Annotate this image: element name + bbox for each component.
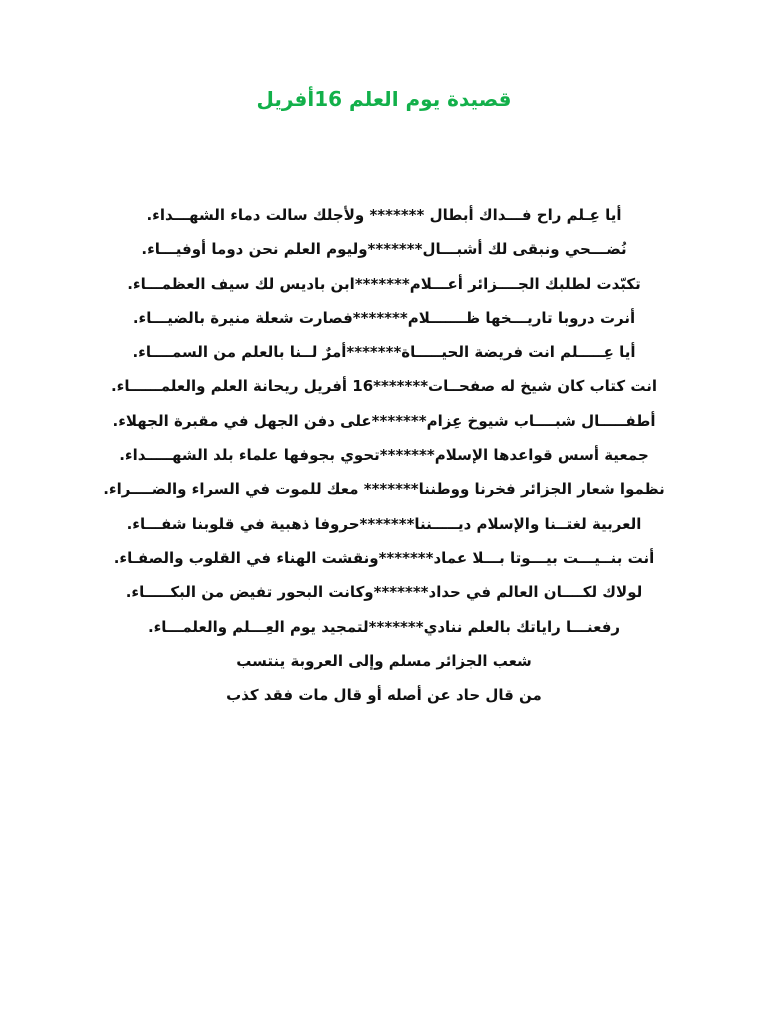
poem-line: انت كتاب كان شيخ له صفحــات*******16 أفريل ريحانة العلم والعلمــــــاء. bbox=[110, 377, 657, 396]
poem-line: أنت بنــيـــت بيـــوتا بـــلا عماد*******ونقشت الهناء في القلوب والصفـاء. bbox=[113, 548, 655, 567]
poem-title: قصيدة يوم العلم 16أفريل bbox=[256, 87, 512, 111]
poem-line: لولاك لكــــان العالم في حداد*******وكانت البحور تفيض من البكـــــاء. bbox=[125, 583, 643, 602]
poem-body bbox=[20, 198, 748, 712]
poem-line: نُضـــحي ونبقى لك أشبـــال*******وليوم العلم نحن دوما أوفيـــاء. bbox=[141, 240, 627, 259]
poem-line: أيا عِـــــلم انت فريضة الحيـــــاة*******أمرٌ لــنا بالعلم من السمــــاء. bbox=[132, 343, 636, 362]
poem-line: شعب الجزائر مسلم وإلى العروبة ينتسب bbox=[236, 651, 532, 670]
poem-line: نظموا شعار الجزائر فخرنا ووطننا******* معك للموت في السراء والضــــراء. bbox=[103, 480, 665, 499]
poem-line: جمعية أسس قواعدها الإسلام*******تحوي بجوفها علماء بلد الشهـــــداء. bbox=[119, 446, 649, 465]
poem-line: رفعنـــا راياتك بالعلم ننادي*******لتمجيد يوم العِـــلم والعلمـــاء. bbox=[147, 617, 621, 636]
poem-line: تكبّدت لطلبك الجــــزائر أعـــلام*******ابن باديس لك سيف العظمـــاء. bbox=[127, 274, 641, 293]
poem-line: العربية لغتــنا والإسلام ديـــــننا*******حروفا ذهبية في قلوبنا شفـــاء. bbox=[126, 514, 642, 533]
poem-line: أطفـــــال شبــــاب شيوخ عِزام*******على دفن الجهل في مقبرة الجهلاء. bbox=[112, 411, 656, 430]
poem-line: أيا عِـلم راح فـــداك أبطال ******* ولأجلك سالت دماء الشهـــداء. bbox=[146, 206, 622, 224]
poem-line: من قال حاد عن أصله أو قال مات فقد كذب bbox=[226, 686, 542, 705]
poem-line: أنرت دروبا تاريـــخها ظـــــــلام*******فصارت شعلة منيرة بالضيـــاء. bbox=[132, 308, 636, 327]
